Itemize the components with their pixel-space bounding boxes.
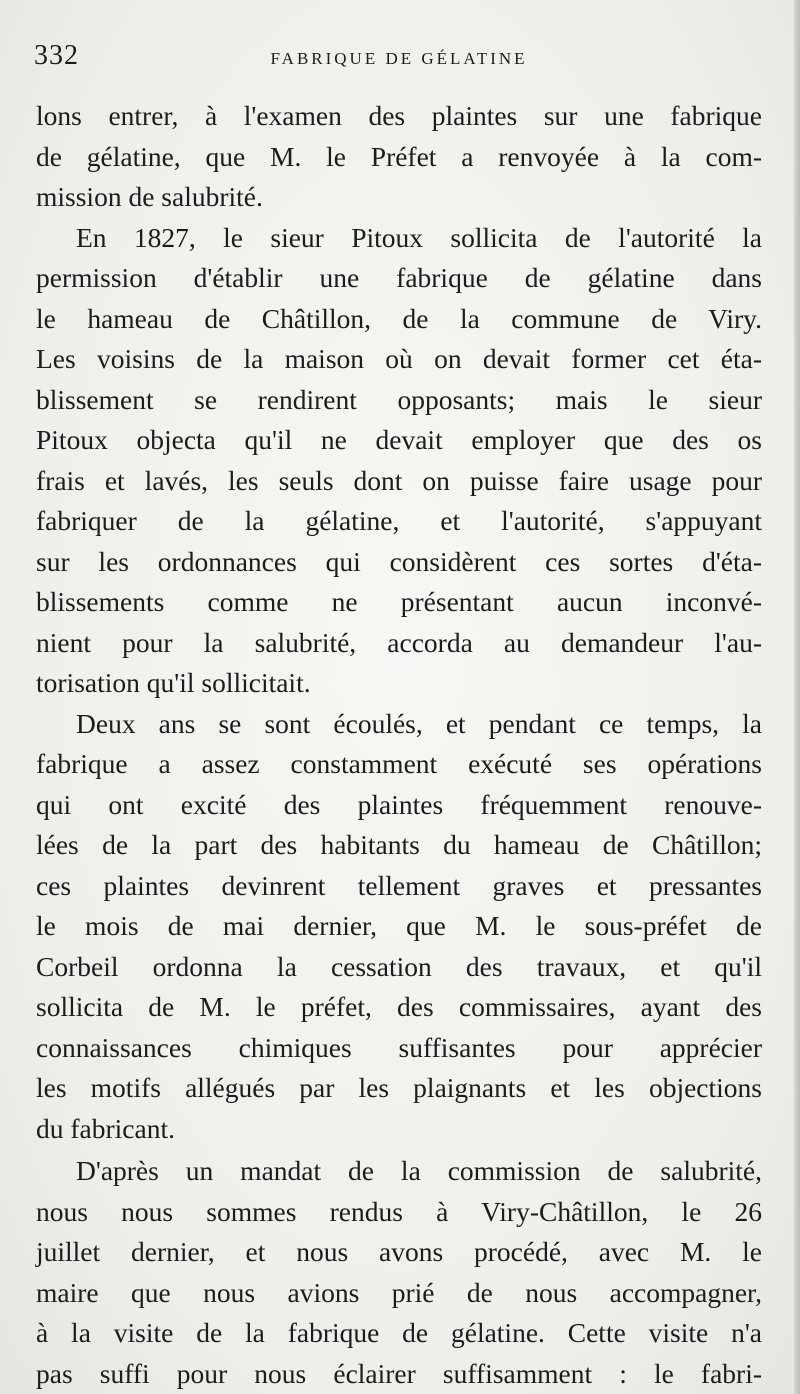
text-line: lons entrer, à l'examen des plaintes sur une fabrique [36,100,762,131]
text-line: qui ont excité des plaintes fréquemment renouve- [36,788,762,820]
paragraph [36,704,762,1150]
paragraph [36,1151,762,1394]
text-line: le hameau de Châtillon, de la commune de Viry. [36,302,762,334]
text-line: fabrique a assez constamment exécuté ses opérations [36,748,762,779]
text-line: à la visite de la fabrique de gélatine. Cette visite n'a [36,1317,762,1348]
text-line: du fabricant. [36,1112,175,1144]
text-line: le mois de mai dernier, que M. le sous-préfet de [36,910,762,941]
running-title: FABRIQUE DE GÉLATINE [270,49,528,68]
text-line: torisation qu'il sollicitait. [36,667,311,698]
text-line: les motifs allégués par les plaignants et les objections [36,1072,762,1103]
text-line: blissement se rendirent opposants; mais le sieur [36,383,762,415]
text-line: mission de salubrité. [36,181,263,212]
running-head [34,40,764,80]
text-line: connaissances chimiques suffisantes pour apprécier [36,1031,762,1063]
paragraph [36,218,762,704]
text-line: ces plaintes devinrent tellement graves et pressantes [36,869,762,901]
text-line: blissements comme ne présentant aucun inconvé- [36,586,762,617]
text-line: pas suffi pour nous éclairer suffisamment : le fabri- [36,1357,762,1389]
body-text [36,96,762,1394]
text-line: Corbeil ordonna la cessation des travaux, et qu'il [36,950,762,982]
text-line: sur les ordonnances qui considèrent ces sortes d'éta- [36,545,762,577]
text-line: juillet dernier, et nous avons procédé, avec M. le [36,1236,762,1267]
text-line: nous nous sommes rendus à Viry-Châtillon, le 26 [36,1195,762,1227]
text-line: permission d'établir une fabrique de gélatine dans [36,262,762,293]
text-line: nient pour la salubrité, accorda au demandeur l'au- [36,626,762,658]
text-line: sollicita de M. le préfet, des commissaires, ayant des [36,991,762,1022]
page-edge [794,0,800,1394]
text-line: Les voisins de la maison où on devait former cet éta- [36,343,762,374]
text-line: En 1827, le sieur Pitoux sollicita de l'autorité la [76,221,762,253]
text-line: Pitoux objecta qu'il ne devait employer que des os [36,424,762,455]
text-line: maire que nous avions prié de nous accompagner, [36,1276,762,1308]
text-line: fabriquer de la gélatine, et l'autorité, s'appuyant [36,505,762,536]
text-line: frais et lavés, les seuls dont on puisse faire usage pour [36,464,762,496]
text-line: D'après un mandat de la commission de salubrité, [76,1155,762,1186]
paragraph [36,96,762,218]
text-line: Deux ans se sont écoulés, et pendant ce temps, la [76,707,762,739]
text-line: de gélatine, que M. le Préfet a renvoyée à la com- [36,140,762,172]
text-line: lées de la part des habitants du hameau de Châtillon; [36,829,762,860]
page-number: 332 [34,40,79,71]
